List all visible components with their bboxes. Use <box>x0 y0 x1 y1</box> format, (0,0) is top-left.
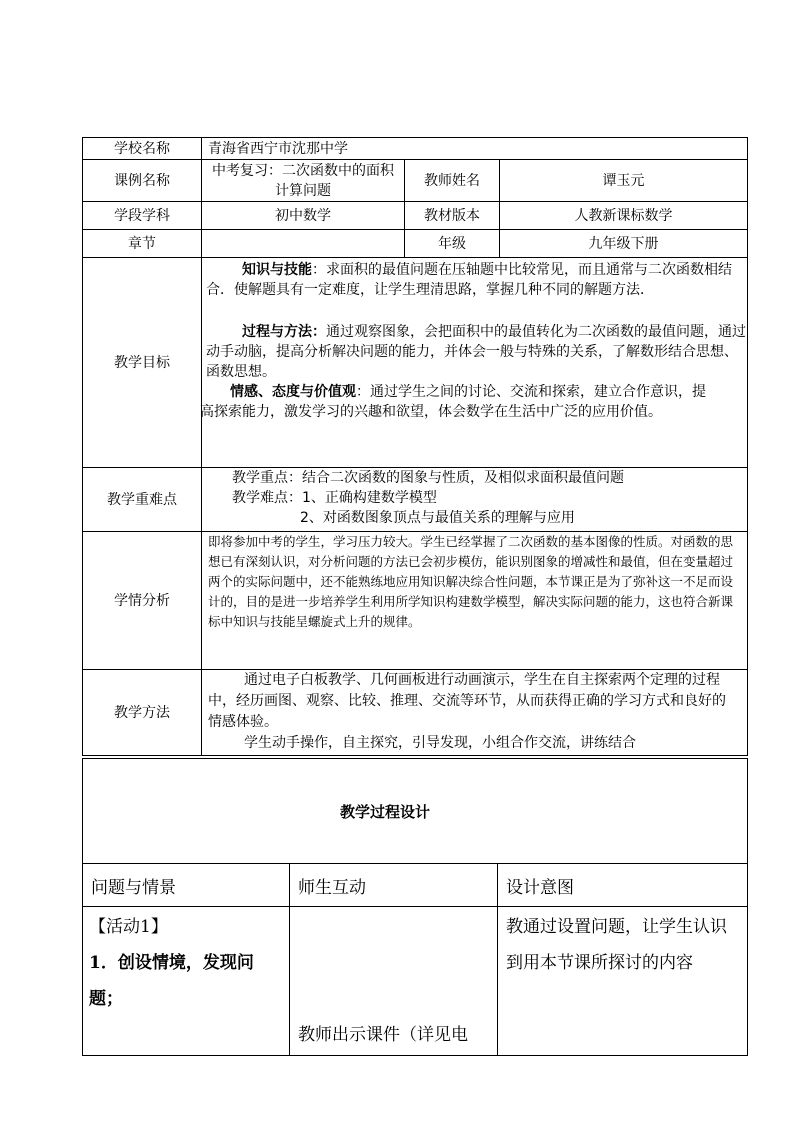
lesson-value-line2: 计算问题 <box>275 182 331 199</box>
lesson-value-line1: 中考复习：二次函数中的面积 <box>212 162 394 179</box>
lesson-value <box>202 160 405 202</box>
column-header: 问题与情景 <box>83 864 290 907</box>
knowledge-text: ：求面积的最值问题在压轴题中比较常见，而且通常与二次函数相结合．使解题具有一定难度，让学生理清思路，掌握几种不同的解题方法． <box>206 262 732 298</box>
textbook-value: 人教新课标数学 <box>500 202 748 230</box>
table-row <box>83 532 748 670</box>
goals-content <box>202 258 748 468</box>
method-content <box>202 670 748 756</box>
key-point-line: 2、对函数图象顶点与最值关系的理解与应用 <box>300 510 575 526</box>
table-row <box>83 864 748 907</box>
method-label: 教学方法 <box>83 670 202 756</box>
table-row <box>83 138 748 160</box>
key-point-line: 教学难点：1、正确构建数学模型 <box>232 490 437 506</box>
table-row <box>83 202 748 230</box>
table-row <box>83 160 748 202</box>
teacher-value: 谭玉元 <box>500 160 748 202</box>
table-row <box>83 907 748 1056</box>
chapter-label: 章节 <box>83 230 202 258</box>
process-title: 教学过程设计 <box>340 802 431 821</box>
teacher-label: 教师姓名 <box>405 160 500 202</box>
table-row <box>83 759 748 864</box>
lesson-label: 课例名称 <box>83 160 202 202</box>
goals-label: 教学目标 <box>83 258 202 468</box>
key-points-content <box>202 468 748 532</box>
key-point-line: 教学重点：结合二次函数的图象与性质，及相似求面积最值问题 <box>232 470 624 486</box>
knowledge-title: 知识与技能 <box>242 262 312 278</box>
textbook-label: 教材版本 <box>405 202 500 230</box>
table-row <box>83 230 748 258</box>
table-row <box>83 258 748 468</box>
process-design-table <box>82 758 748 1056</box>
scenario-cell <box>83 907 290 1056</box>
intent-cell: 教通过设置问题，让学生认识到用本节课所探讨的内容 <box>498 907 748 1056</box>
emotion-paragraph-2: 高探索能力，激发学习的兴趣和欲望，体会数学在生活中广泛的应用价值。 <box>200 404 662 420</box>
process-text: 通过观察图象，会把面积中的最值转化为二次函数的最值问题，通过动手动脑，提高分析解决问题的能力，并体会一般与特殊的关系，了解数形结合思想、函数思想。 <box>206 324 746 380</box>
method-paragraph: 学生动手操作，自主探究，引导发现，小组合作交流，讲练结合 <box>244 735 636 751</box>
knowledge-paragraph <box>206 260 747 300</box>
process-title-cell <box>83 759 748 864</box>
analysis-label: 学情分析 <box>83 532 202 670</box>
column-header: 师生互动 <box>290 864 498 907</box>
emotion-text: ：通过学生之间的讨论、交流和探索，建立合作意识，提 <box>356 384 706 400</box>
column-header: 设计意图 <box>498 864 748 907</box>
table-row <box>83 670 748 756</box>
school-label: 学校名称 <box>83 138 202 160</box>
grade-value: 九年级下册 <box>500 230 748 258</box>
stage-label: 学段学科 <box>83 202 202 230</box>
process-paragraph <box>206 322 747 382</box>
chapter-value <box>202 230 405 258</box>
stage-value: 初中数学 <box>202 202 405 230</box>
activity-label: 【活动1】 <box>89 917 168 937</box>
grade-label: 年级 <box>405 230 500 258</box>
school-value: 青海省西宁市沈那中学 <box>202 138 748 160</box>
emotion-title: 情感、态度与价值观 <box>230 384 356 400</box>
interaction-text: 教师出示课件（详见电 <box>298 1025 468 1045</box>
method-paragraph: 通过电子白板教学、几何画板进行动画演示，学生在自主探索两个定理的过程中，经历画图、观察、比较、推理、交流等环节，从而获得正确的学习方式和良好的情感体验。 <box>208 672 726 730</box>
step-label: 1．创设情境，发现问题； <box>89 953 254 1009</box>
interaction-cell <box>290 907 498 1056</box>
process-title: 过程与方法： <box>242 324 326 340</box>
lesson-info-table <box>82 137 748 756</box>
analysis-content: 即将参加中考的学生，学习压力较大。学生已经掌握了二次函数的基本图像的性质。对函数的思想已有深刻认识，对分析问题的方法已会初步模仿，能识别图象的增减性和最值，但在变量超过两个的实际问题中，还不能熟练地应用知识解决综合性问题，本节课正是为了弥补这一不足而设计的，目的是进一步培养学生利用所学知识构建数学模型，解决实际问题的能力，这也符合新课标中知识与技能呈螺旋式上升的规律。 <box>202 532 748 670</box>
key-points-label: 教学重难点 <box>83 468 202 532</box>
table-row <box>83 468 748 532</box>
emotion-paragraph <box>202 382 747 402</box>
